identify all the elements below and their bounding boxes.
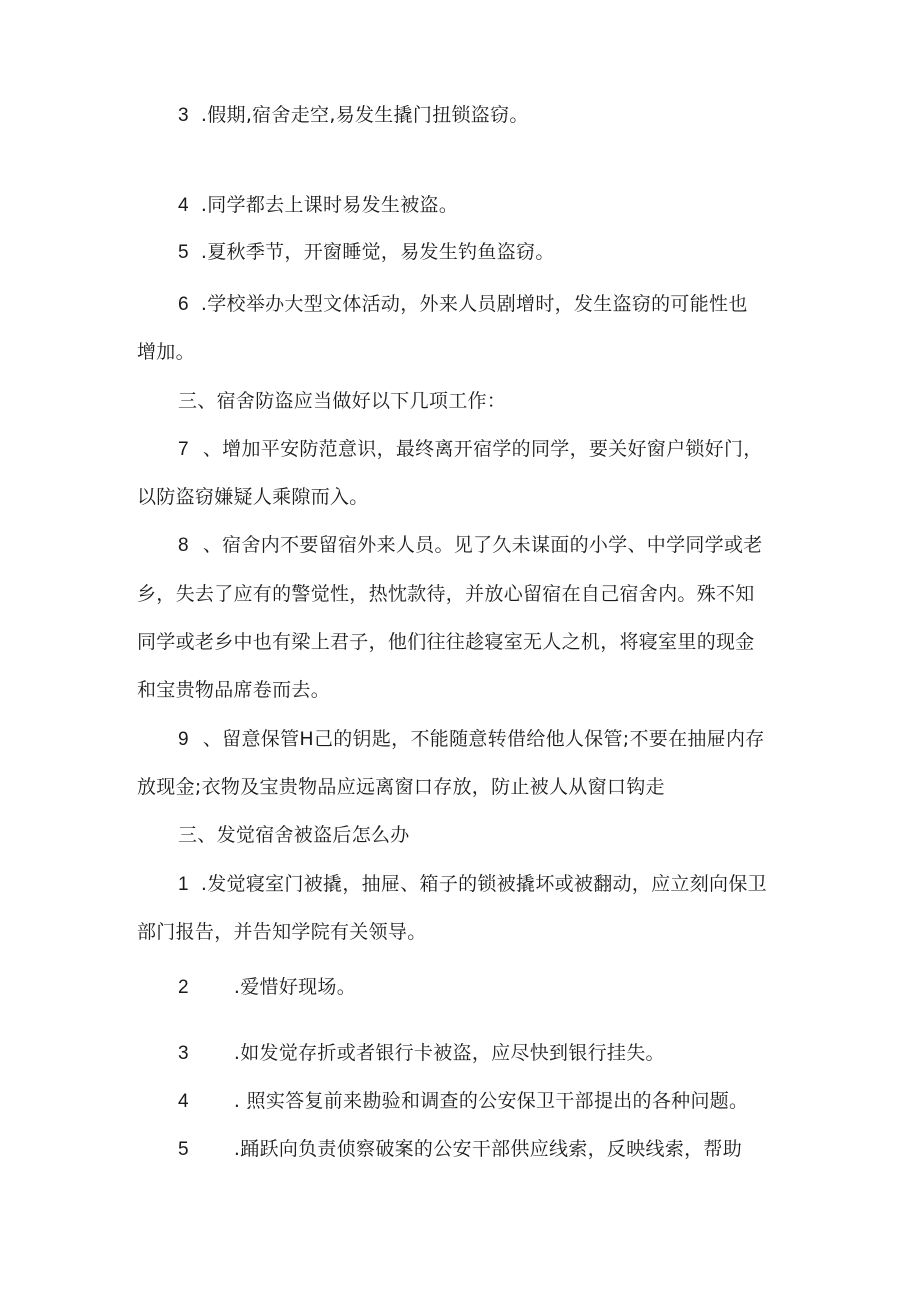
item-text: .如发觉存折或者银行卡被盗，应尽快到银行挂失。 (233, 1042, 665, 1064)
section-heading: 三、宿舍防盗应当做好以下几项工作： (178, 390, 507, 412)
list-item-continuation: 乡，失去了应有的警觉性，热忱款待，并放心留宿在自己宿舍内。殊不知 (137, 583, 755, 605)
list-item (178, 103, 529, 128)
item-number: 7 (178, 439, 189, 460)
item-number: 2 (178, 977, 189, 998)
item-text: .爱惜好现场。 (233, 976, 357, 998)
list-item-continuation: 以防盗窃嫌疑人乘隙而入。 (137, 486, 369, 508)
item-number: 5 (178, 242, 189, 263)
list-item (178, 437, 763, 462)
item-number: 4 (178, 1091, 189, 1112)
item-number: 4 (178, 195, 189, 216)
list-item-continuation: 增加。 (137, 341, 195, 363)
list-item (178, 292, 748, 317)
list-item (178, 727, 765, 752)
item-number: 3 (178, 105, 189, 126)
item-text: 、留意保管H己的钥匙，不能随意转借给他人保管;不要在抽屉内存 (202, 728, 765, 750)
item-text: .夏秋季节，开窗睡觉，易发生钓鱼盗窃。 (200, 241, 555, 263)
item-number: 5 (178, 1139, 189, 1160)
list-item (178, 193, 458, 218)
list-item (178, 1041, 665, 1066)
list-item (178, 533, 763, 558)
list-item (178, 240, 555, 265)
item-text: 、宿舍内不要留宿外来人员。见了久未谋面的小学、中学同学或老 (202, 534, 763, 556)
item-text: .同学都去上课时易发生被盗。 (200, 194, 459, 216)
item-text: .学校举办大型文体活动，外来人员剧增时，发生盗窃的可能性也 (200, 293, 748, 315)
item-number: 1 (178, 874, 189, 895)
list-item-continuation: 部门报告，并告知学院有关领导。 (137, 921, 427, 943)
item-number: 3 (178, 1043, 189, 1064)
item-text: 、增加平安防范意识，最终离开宿学的同学，要关好窗户锁好门， (202, 438, 763, 460)
item-text: . 照实答复前来勘验和调查的公安保卫干部提出的各种问题。 (233, 1090, 749, 1112)
item-text: .假期,宿舍走空,易发生撬门扭锁盗窃。 (200, 104, 529, 126)
list-item-continuation: 同学或老乡中也有梁上君子，他们往往趁寝室无人之机，将寝室里的现金 (137, 631, 755, 653)
item-number: 6 (178, 294, 189, 315)
list-item (178, 872, 767, 897)
item-number: 8 (178, 535, 189, 556)
item-number: 9 (178, 729, 189, 750)
item-text: .发觉寝室门被撬，抽屉、箱子的锁被撬坏或被翻动，应立刻向保卫 (200, 873, 767, 895)
list-item-continuation: 放现金;衣物及宝贵物品应远离窗口存放，防止被人从窗口钩走 (137, 776, 665, 798)
list-item (178, 1089, 748, 1114)
list-item (178, 975, 356, 1000)
list-item (178, 1137, 742, 1162)
section-heading: 三、发觉宿舍被盗后怎么办 (178, 824, 410, 846)
list-item-continuation: 和宝贵物品席卷而去。 (137, 679, 331, 701)
item-text: .踊跃向负责侦察破案的公安干部供应线索，反映线索，帮助 (233, 1138, 743, 1160)
